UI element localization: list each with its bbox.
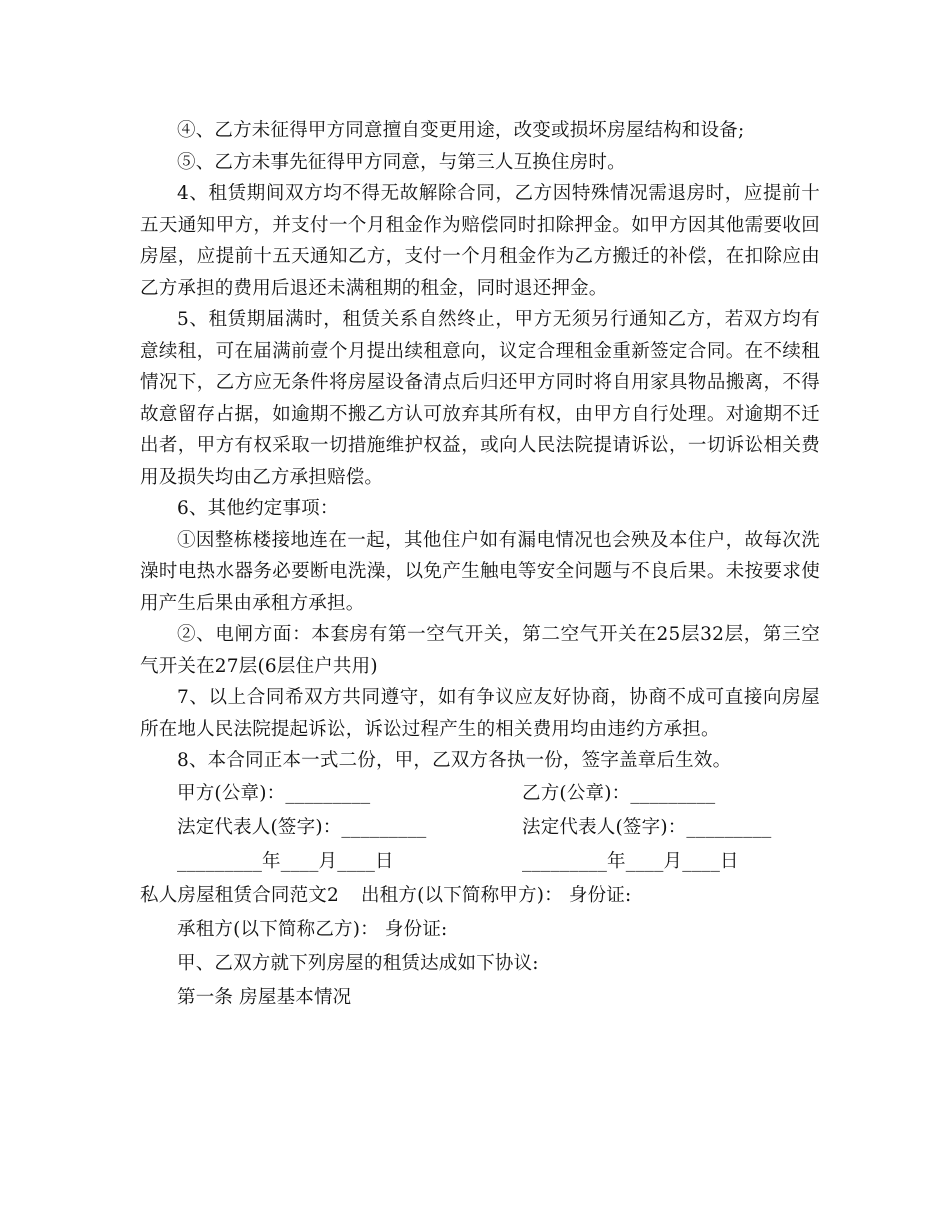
clause-6-item-2: ②、电闸方面：本套房有第一空气开关，第二空气开关在25层32层，第三空气开关在27层(6层住户共用) bbox=[140, 624, 820, 677]
clause-4-termination: 4、租赁期间双方均不得无故解除合同，乙方因特殊情况需退房时，应提前十五天通知甲方，并支付一个月租金作为赔偿同时扣除押金。如甲方因其他需要收回房屋，应提前十五天通知乙方，支付一个月租金作为乙方搬迁的补偿，在扣除应由乙方承担的费用后退还未满租期的租金，同时退还押金。 bbox=[140, 183, 820, 299]
clause-8-copies: 8、本合同正本一式二份，甲，乙双方各执一份，签字盖章后生效。 bbox=[177, 750, 732, 771]
lessee-line: 承租方(以下简称乙方)： 身份证: bbox=[177, 918, 448, 940]
clause-item-5: ⑤、乙方未事先征得甲方同意，与第三人互换住房时。 bbox=[177, 151, 626, 173]
clause-7-dispute: 7、以上合同希双方共同遵守，如有争议应友好协商，协商不成可直接向房屋所在地人民法院提起诉讼，诉讼过程产生的相关费用均由违约方承担。 bbox=[140, 687, 820, 740]
agreement-line: 甲、乙双方就下列房屋的租赁达成如下协议: bbox=[177, 952, 539, 974]
clause-5-expiry: 5、租赁期届满时，租赁关系自然终止，甲方无须另行通知乙方，若双方均有意续租，可在届满前壹个月提出续租意向，议定合理租金重新签定合同。在不续租情况下，乙方应无条件将房屋设备清点后归还甲方同时将自用家具物品搬离，不得故意留存占据，如逾期不搬乙方认可放弃其所有权，由甲方自行处理。对逾期不迁出者，甲方有权采取一切措施维护权益，或向人民法院提请诉讼，一切诉讼相关费用及损失均由乙方承担赔偿。 bbox=[140, 309, 820, 488]
signature-row-seal bbox=[140, 777, 820, 811]
article-1-heading: 第一条 房屋基本情况 bbox=[177, 986, 352, 1008]
party-a-date: _________年____月____日 bbox=[177, 850, 394, 872]
next-contract-header bbox=[140, 879, 820, 913]
party-a-representative: 法定代表人(签字)：_________ bbox=[177, 816, 427, 838]
party-b-date: _________年____月____日 bbox=[522, 850, 739, 872]
party-b-seal: 乙方(公章)：_________ bbox=[522, 782, 716, 804]
next-contract-title: 私人房屋租赁合同范文2 bbox=[140, 884, 339, 906]
document-body bbox=[140, 115, 820, 1015]
lessor-line: 出租方(以下简称甲方)： 身份证: bbox=[360, 884, 632, 906]
clause-item-4: ④、乙方未征得甲方同意擅自变更用途，改变或损坏房屋结构和设备; bbox=[177, 120, 745, 141]
signature-row-representative bbox=[140, 811, 820, 845]
clause-6-item-1: ①因整栋楼接地连在一起，其他住户如有漏电情况也会殃及本住户，故每次洗澡时电热水器务必要断电洗澡，以免产生触电等安全问题与不良后果。未按要求使用产生后果由承租方承担。 bbox=[140, 529, 820, 614]
clause-6-heading: 6、其他约定事项： bbox=[177, 498, 339, 519]
party-b-representative: 法定代表人(签字)：_________ bbox=[522, 816, 772, 838]
party-a-seal: 甲方(公章)：_________ bbox=[177, 782, 371, 804]
signature-row-date bbox=[140, 845, 820, 879]
